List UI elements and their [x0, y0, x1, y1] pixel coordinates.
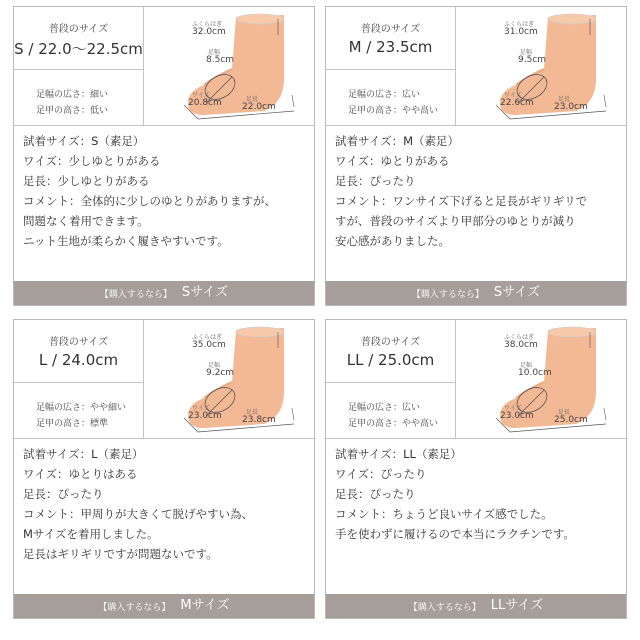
buy-prefix: 【購入するなら】	[99, 289, 172, 300]
calf-value: 35.0cm	[192, 340, 226, 350]
foot-width-value: 8.5cm	[206, 55, 235, 65]
buy-size-bar[interactable]	[326, 594, 626, 618]
comment-line: 手を使わずに履けるので本当にラクチンです。	[335, 527, 576, 541]
card-header	[326, 7, 626, 126]
instep-height-text: 足甲の高さ：やや高い	[348, 106, 439, 116]
trial-comment	[335, 444, 620, 544]
comment-line: コメント：全体的に少しのゆとりがありますが、	[23, 194, 276, 208]
wise-label: ワイズ	[504, 405, 522, 412]
comment-line: ニット生地が柔らかく履きやすいです。	[23, 234, 229, 248]
foot-width-label: 足幅	[208, 362, 221, 369]
length-value: 22.0cm	[242, 102, 276, 112]
usual-size-label: 普段のサイズ	[360, 337, 421, 348]
trial-comment	[335, 131, 620, 251]
usual-size-label: 普段のサイズ	[360, 24, 421, 35]
comment-line: コメント：ワンサイズ下げると足長がギリギリで	[335, 194, 588, 208]
foot-illustration-icon	[456, 320, 626, 438]
foot-width-text: 足幅の広さ：広い	[348, 90, 421, 100]
usual-size-value: LL / 25.0cm	[346, 351, 435, 369]
trial-comment	[23, 444, 308, 564]
length-value: 23.8cm	[242, 415, 276, 425]
comment-line: ワイズ：ぴったり	[335, 467, 427, 481]
card-header	[14, 7, 314, 126]
length-label: 足長	[246, 96, 259, 103]
foot-illustration-icon	[456, 7, 626, 125]
usual-size-box	[326, 7, 456, 70]
usual-size-box	[14, 320, 144, 383]
calf-value: 31.0cm	[504, 27, 538, 37]
wise-value: 23.0cm	[188, 411, 222, 421]
comment-line: 足長：ぴったり	[23, 487, 104, 501]
length-value: 23.0cm	[554, 102, 588, 112]
size-card-l	[13, 319, 315, 619]
comment-line: コメント：甲周りが大きくて脱げやすい為、	[23, 507, 253, 521]
foot-width-value: 9.5cm	[518, 55, 547, 65]
buy-size: Sサイズ	[493, 285, 541, 300]
foot-width-value: 9.2cm	[206, 368, 235, 378]
comment-line: コメント：ちょうど良いサイズ感でした。	[335, 507, 553, 521]
length-label: 足長	[558, 409, 571, 416]
size-card-m	[325, 6, 627, 306]
comment-line: 問題なく着用できます。	[23, 214, 149, 228]
usual-size-box	[14, 7, 144, 70]
comment-line: 足長：ぴったり	[335, 487, 416, 501]
wise-label: ワイズ	[192, 92, 210, 99]
foot-width-label: 足幅	[520, 49, 533, 56]
size-card-s	[13, 6, 315, 306]
comment-line: ワイズ：ゆとりがある	[335, 154, 450, 168]
wise-label: ワイズ	[504, 92, 522, 99]
usual-size-value: L / 24.0cm	[38, 351, 119, 369]
usual-size-box	[326, 320, 456, 383]
buy-size: Mサイズ	[180, 598, 230, 613]
foot-shape-box	[326, 383, 456, 438]
comment-line: 試着サイズ：L（素足）	[23, 447, 144, 461]
foot-width-text: 足幅の広さ：広い	[348, 403, 421, 413]
comment-line: 試着サイズ：LL（素足）	[335, 447, 462, 461]
length-label: 足長	[558, 96, 571, 103]
foot-shape-box	[14, 70, 144, 125]
comment-line: 試着サイズ：M（素足）	[335, 134, 460, 148]
wise-label: ワイズ	[192, 405, 210, 412]
comment-line: 安心感がありました。	[335, 234, 450, 248]
instep-height-text: 足甲の高さ：低い	[36, 106, 109, 116]
buy-prefix: 【購入するなら】	[411, 289, 484, 300]
comment-line: Mサイズを着用しました。	[23, 527, 159, 541]
calf-label: ふくらはぎ	[192, 21, 223, 28]
buy-size-bar[interactable]	[326, 281, 626, 305]
foot-width-label: 足幅	[208, 49, 221, 56]
trial-comment	[23, 131, 308, 251]
comment-line: 足長：ぴったり	[335, 174, 416, 188]
calf-label: ふくらはぎ	[192, 334, 223, 341]
wise-value: 20.8cm	[188, 98, 222, 108]
instep-height-text: 足甲の高さ：標準	[36, 419, 109, 429]
comment-line: ワイズ：少しゆとりがある	[23, 154, 161, 168]
usual-size-value: S / 22.0〜22.5cm	[14, 40, 143, 58]
calf-label: ふくらはぎ	[504, 21, 535, 28]
buy-prefix: 【購入するなら】	[408, 602, 481, 613]
buy-size: LLサイズ	[490, 598, 544, 613]
comment-line: ワイズ：ゆとりはある	[23, 467, 138, 481]
usual-size-label: 普段のサイズ	[48, 337, 109, 348]
foot-width-value: 10.0cm	[518, 368, 552, 378]
card-header	[14, 320, 314, 439]
size-card-ll	[325, 319, 627, 619]
calf-label: ふくらはぎ	[504, 334, 535, 341]
buy-prefix: 【購入するなら】	[98, 602, 171, 613]
usual-size-value: M / 23.5cm	[348, 38, 433, 56]
calf-value: 38.0cm	[504, 340, 538, 350]
foot-width-text: 足幅の広さ：細い	[36, 90, 109, 100]
instep-height-text: 足甲の高さ：やや高い	[348, 419, 439, 429]
length-label: 足長	[246, 409, 259, 416]
foot-illustration-icon	[144, 320, 314, 438]
length-value: 25.0cm	[554, 415, 588, 425]
comment-line: 試着サイズ：S（素足）	[23, 134, 145, 148]
wise-value: 23.0cm	[500, 411, 534, 421]
calf-value: 32.0cm	[192, 27, 226, 37]
foot-shape-box	[14, 383, 144, 438]
comment-line: すが、普段のサイズより甲部分のゆとりが減り	[335, 214, 576, 228]
card-header	[326, 320, 626, 439]
buy-size-bar[interactable]	[14, 281, 314, 305]
usual-size-label: 普段のサイズ	[48, 24, 109, 35]
comment-line: 足長：少しゆとりがある	[23, 174, 150, 188]
foot-shape-box	[326, 70, 456, 125]
wise-value: 22.6cm	[500, 98, 534, 108]
foot-width-label: 足幅	[520, 362, 533, 369]
comment-line: 足長はギリギリですが問題ないです。	[23, 547, 218, 561]
buy-size: Sサイズ	[181, 285, 229, 300]
foot-illustration-icon	[144, 7, 314, 125]
foot-width-text: 足幅の広さ：やや細い	[36, 403, 127, 413]
buy-size-bar[interactable]	[14, 594, 314, 618]
